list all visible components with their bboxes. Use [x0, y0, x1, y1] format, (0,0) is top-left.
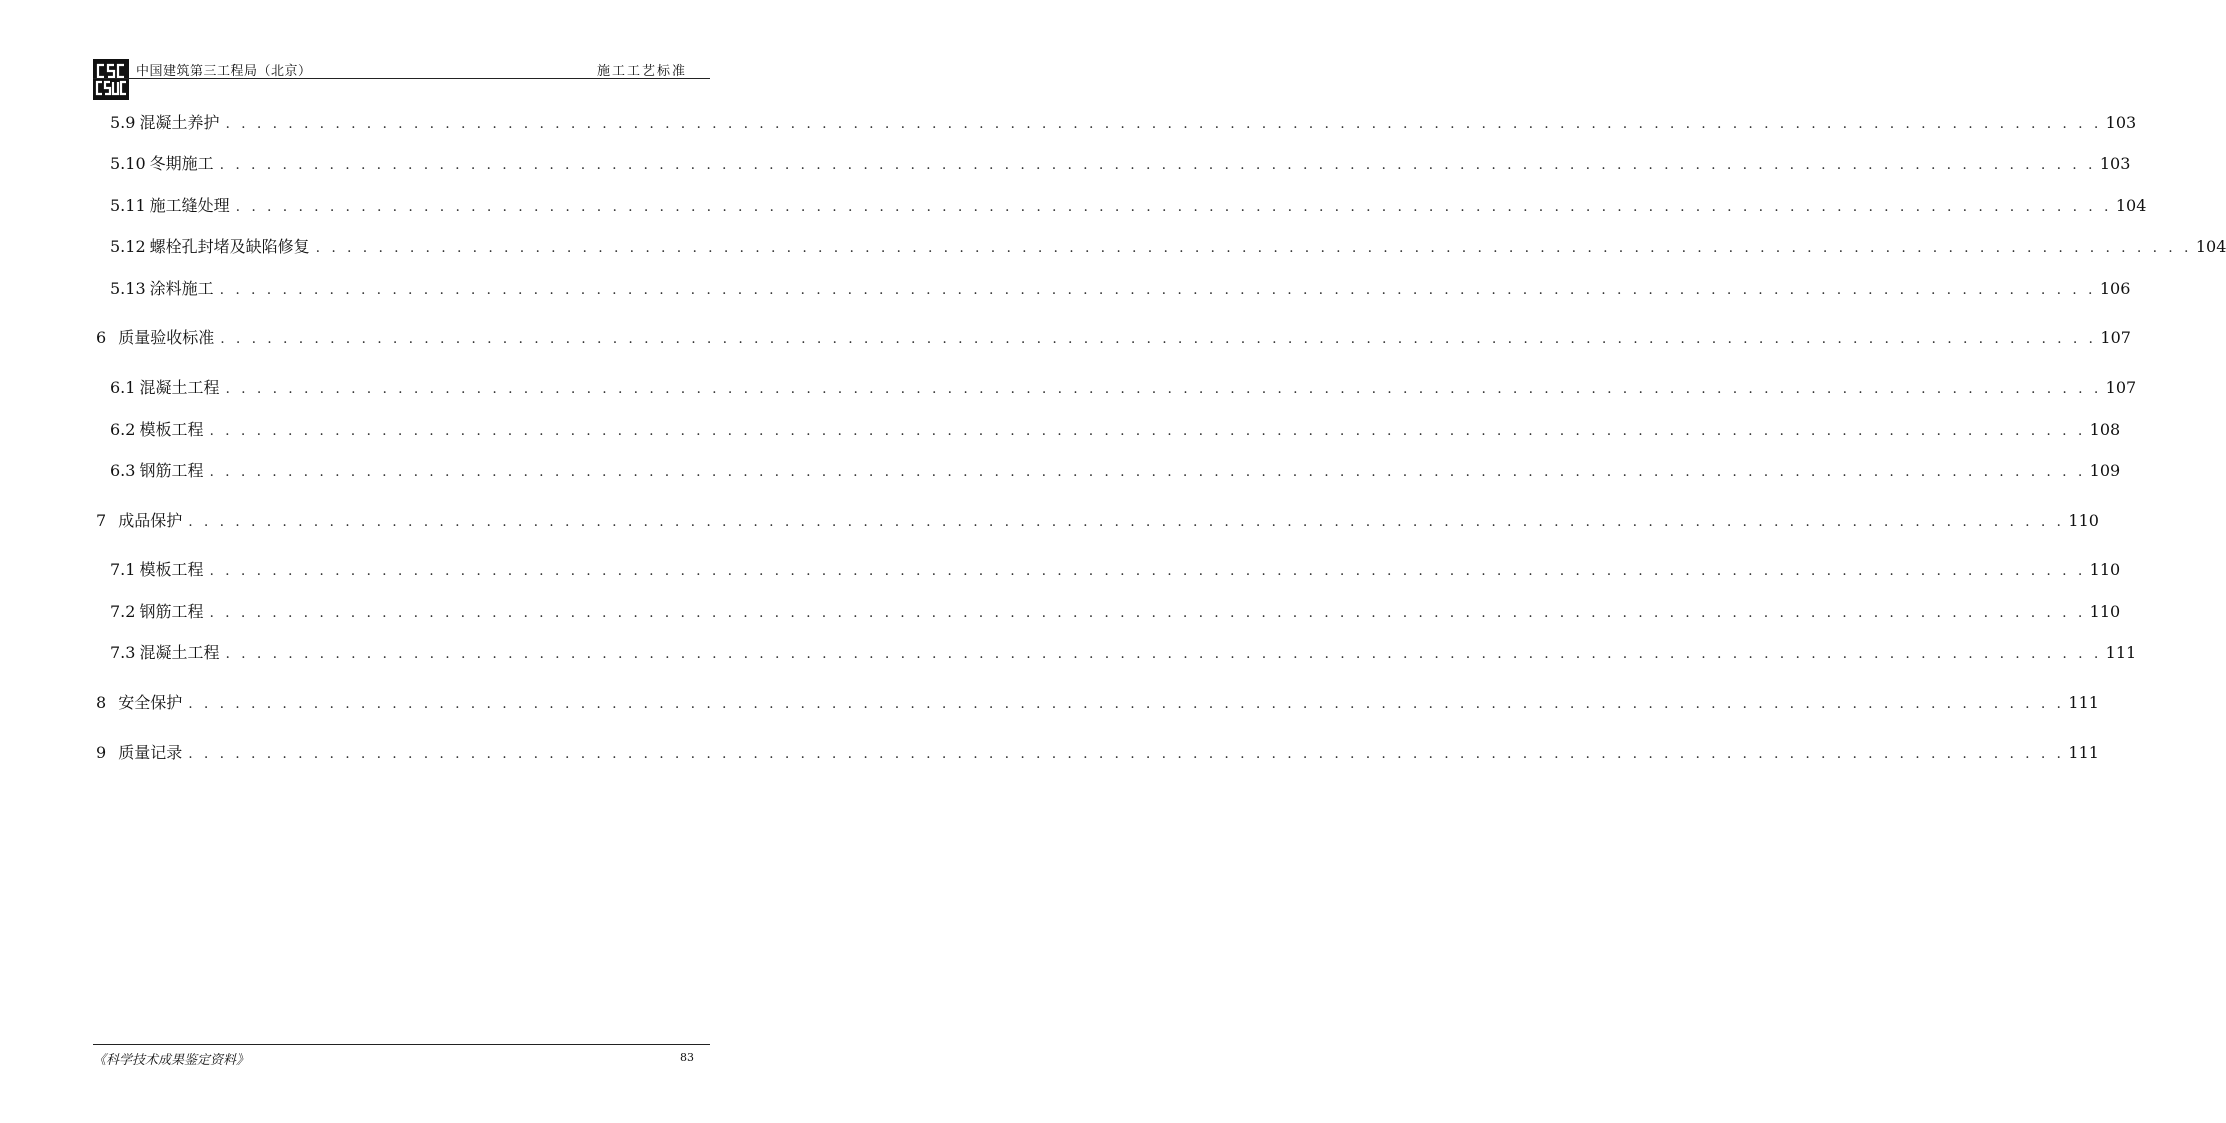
toc-leader-dots: . . . . . . . . . . . . . . . . . . . . . . . . . . . . . . . . . . . . . . . . . . . . . . . . . . . . . . . . . . . . . . . . . . . . . . . . . . . . . . . . . . . . . . . . . . . . . . . . . . . . . . . . . . . . . . . . . . . . . . . .: [225, 646, 2102, 662]
toc-entry[interactable]: [110, 377, 2137, 399]
toc-entry-title: 施工缝处理: [149, 196, 230, 215]
toc-entry[interactable]: [96, 692, 2099, 714]
toc-entry[interactable]: [110, 112, 2137, 134]
toc-leader-dots: . . . . . . . . . . . . . . . . . . . . . . . . . . . . . . . . . . . . . . . . . . . . . . . . . . . . . . . . . . . . . . . . . . . . . . . . . . . . . . . . . . . . . . . . . . . . . . . . . . . . . . . . . . . . . . . . . . . . . . . .: [219, 282, 2096, 298]
toc-entry-page: 106: [2099, 279, 2131, 298]
toc-entry-title: 成品保护: [118, 511, 183, 530]
toc-entry-page: 104: [2115, 196, 2147, 215]
header-document-title: 施工工艺标准: [597, 64, 688, 79]
toc-leader-dots: . . . . . . . . . . . . . . . . . . . . . . . . . . . . . . . . . . . . . . . . . . . . . . . . . . . . . . . . . . . . . . . . . . . . . . . . . . . . . . . . . . . . . . . . . . . . . . . . . . . . . . . . . . . . . . . . . . . . . . . .: [315, 240, 2192, 256]
toc-entry-title: 质量验收标准: [118, 328, 215, 347]
toc-entry-number: 5.10: [110, 154, 146, 173]
toc-entry-number: 7.3: [110, 643, 136, 662]
toc-entry-title: 涂料施工: [149, 279, 214, 298]
toc-entry-title: 钢筋工程: [139, 602, 204, 621]
toc-leader-dots: . . . . . . . . . . . . . . . . . . . . . . . . . . . . . . . . . . . . . . . . . . . . . . . . . . . . . . . . . . . . . . . . . . . . . . . . . . . . . . . . . . . . . . . . . . . . . . . . . . . . . . . . . . . . . . . . . . . . . . . .: [225, 116, 2102, 132]
footer-divider: [93, 1044, 710, 1045]
toc-entry-number: 6.2: [110, 420, 136, 439]
toc-entry-page: 110: [2068, 511, 2099, 530]
toc-entry[interactable]: [110, 278, 2131, 300]
toc-entry-page: 109: [2089, 461, 2121, 480]
toc-leader-dots: . . . . . . . . . . . . . . . . . . . . . . . . . . . . . . . . . . . . . . . . . . . . . . . . . . . . . . . . . . . . . . . . . . . . . . . . . . . . . . . . . . . . . . . . . . . . . . . . . . . . . . . . . . . . . . . . . . . . . . . .: [235, 199, 2112, 215]
toc-entry-page: 111: [2068, 743, 2099, 762]
toc-entry[interactable]: [96, 742, 2099, 764]
toc-entry[interactable]: [110, 153, 2131, 175]
toc-entry-number: 5.11: [110, 196, 146, 215]
toc-entry-title: 安全保护: [118, 693, 183, 712]
toc-entry[interactable]: [110, 419, 2121, 441]
toc-entry[interactable]: [110, 195, 2147, 217]
toc-entry-number: 6.1: [110, 378, 136, 397]
toc-entry[interactable]: [96, 510, 2099, 532]
toc-entry-title: 冬期施工: [149, 154, 214, 173]
toc-entry-page: 108: [2089, 420, 2121, 439]
toc-leader-dots: . . . . . . . . . . . . . . . . . . . . . . . . . . . . . . . . . . . . . . . . . . . . . . . . . . . . . . . . . . . . . . . . . . . . . . . . . . . . . . . . . . . . . . . . . . . . . . . . . . . . . . . . . . . . . . . . . . . . . . . .: [209, 464, 2086, 480]
toc-leader-dots: . . . . . . . . . . . . . . . . . . . . . . . . . . . . . . . . . . . . . . . . . . . . . . . . . . . . . . . . . . . . . . . . . . . . . . . . . . . . . . . . . . . . . . . . . . . . . . . . . . . . . . . . . . . . . . . . . . . . . . . .: [188, 696, 2065, 712]
toc-leader-dots: . . . . . . . . . . . . . . . . . . . . . . . . . . . . . . . . . . . . . . . . . . . . . . . . . . . . . . . . . . . . . . . . . . . . . . . . . . . . . . . . . . . . . . . . . . . . . . . . . . . . . . . . . . . . . . . . . . . . . . . .: [225, 381, 2102, 397]
toc-entry-page: 110: [2089, 560, 2121, 579]
toc-entry-title: 质量记录: [118, 743, 183, 762]
toc-entry-number: 5.9: [110, 113, 136, 132]
footer-document-name: 《科学技术成果鉴定资料》: [93, 1053, 250, 1068]
toc-entry-page: 111: [2068, 693, 2099, 712]
toc-entry-number: 5.13: [110, 279, 146, 298]
toc-entry[interactable]: [110, 642, 2137, 664]
toc-entry-page: 107: [2100, 328, 2131, 347]
toc-entry-number: 7.1: [110, 560, 136, 579]
toc-entry-page: 111: [2105, 643, 2137, 662]
toc-entry-title: 钢筋工程: [139, 461, 204, 480]
toc-entry-number: 8: [96, 693, 107, 712]
toc-entry-title: 螺栓孔封堵及缺陷修复: [149, 237, 310, 256]
toc-entry-page: 104: [2195, 237, 2226, 256]
toc-entry[interactable]: [110, 236, 2226, 258]
toc-entry-title: 混凝土工程: [139, 378, 220, 397]
toc-leader-dots: . . . . . . . . . . . . . . . . . . . . . . . . . . . . . . . . . . . . . . . . . . . . . . . . . . . . . . . . . . . . . . . . . . . . . . . . . . . . . . . . . . . . . . . . . . . . . . . . . . . . . . . . . . . . . . . . . . . . . . . .: [209, 423, 2086, 439]
toc-entry[interactable]: [110, 559, 2121, 581]
toc-entry-title: 混凝土养护: [139, 113, 220, 132]
toc-leader-dots: . . . . . . . . . . . . . . . . . . . . . . . . . . . . . . . . . . . . . . . . . . . . . . . . . . . . . . . . . . . . . . . . . . . . . . . . . . . . . . . . . . . . . . . . . . . . . . . . . . . . . . . . . . . . . . . . . . . . . . . .: [209, 563, 2086, 579]
toc-entry-number: 9: [96, 743, 107, 762]
toc-entry-title: 模板工程: [139, 420, 204, 439]
toc-entry-title: 模板工程: [139, 560, 204, 579]
toc-entry[interactable]: [96, 327, 2131, 349]
toc-entry[interactable]: [110, 460, 2121, 482]
toc-entry-number: 5.12: [110, 237, 146, 256]
toc-entry-page: 110: [2089, 602, 2121, 621]
page-number: 83: [680, 1051, 694, 1064]
toc-entry-number: 6.3: [110, 461, 136, 480]
toc-entry[interactable]: [110, 601, 2121, 623]
toc-leader-dots: . . . . . . . . . . . . . . . . . . . . . . . . . . . . . . . . . . . . . . . . . . . . . . . . . . . . . . . . . . . . . . . . . . . . . . . . . . . . . . . . . . . . . . . . . . . . . . . . . . . . . . . . . . . . . . . . . . . . . . . .: [219, 157, 2096, 173]
toc-entry-number: 7.2: [110, 602, 136, 621]
toc-entry-number: 7: [96, 511, 107, 530]
toc-entry-page: 103: [2105, 113, 2137, 132]
toc-entry-number: 6: [96, 328, 107, 347]
toc-entry-title: 混凝土工程: [139, 643, 220, 662]
toc-leader-dots: . . . . . . . . . . . . . . . . . . . . . . . . . . . . . . . . . . . . . . . . . . . . . . . . . . . . . . . . . . . . . . . . . . . . . . . . . . . . . . . . . . . . . . . . . . . . . . . . . . . . . . . . . . . . . . . . . . . . . . . .: [188, 514, 2065, 530]
toc-leader-dots: . . . . . . . . . . . . . . . . . . . . . . . . . . . . . . . . . . . . . . . . . . . . . . . . . . . . . . . . . . . . . . . . . . . . . . . . . . . . . . . . . . . . . . . . . . . . . . . . . . . . . . . . . . . . . . . . . . . . . . . .: [220, 331, 2097, 347]
toc-entry-page: 107: [2105, 378, 2137, 397]
toc-entry-page: 103: [2099, 154, 2131, 173]
header-company-name: 中国建筑第三工程局（北京）: [136, 64, 312, 79]
toc-leader-dots: . . . . . . . . . . . . . . . . . . . . . . . . . . . . . . . . . . . . . . . . . . . . . . . . . . . . . . . . . . . . . . . . . . . . . . . . . . . . . . . . . . . . . . . . . . . . . . . . . . . . . . . . . . . . . . . . . . . . . . . .: [188, 746, 2065, 762]
toc-leader-dots: . . . . . . . . . . . . . . . . . . . . . . . . . . . . . . . . . . . . . . . . . . . . . . . . . . . . . . . . . . . . . . . . . . . . . . . . . . . . . . . . . . . . . . . . . . . . . . . . . . . . . . . . . . . . . . . . . . . . . . . .: [209, 605, 2086, 621]
